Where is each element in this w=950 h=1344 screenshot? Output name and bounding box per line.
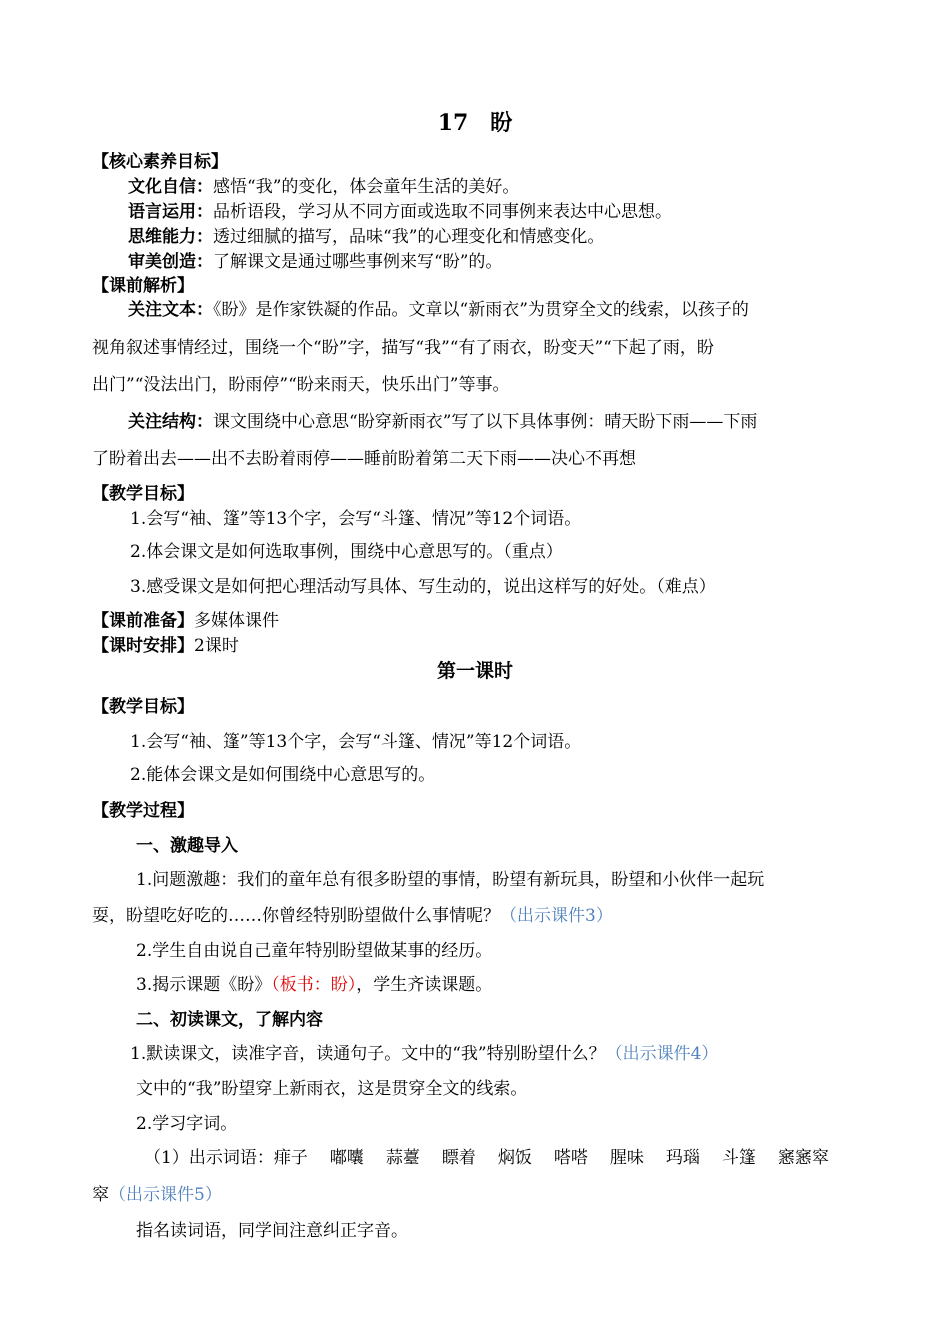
step1-p3-text-end: ，学生齐读课题。 (356, 975, 493, 995)
lesson-title: 17 盼 (437, 110, 513, 136)
core-goal-item (128, 251, 502, 273)
word-item: 嘟囔 (329, 1148, 364, 1168)
step1-p3-text: 3.揭示课题《盼》 (136, 975, 272, 995)
core-goal-text: 透过细腻的描写，品味“我”的心理变化和情感变化。 (213, 227, 605, 247)
word-item: 腥味 (609, 1148, 644, 1168)
analysis-p2-line (128, 411, 757, 433)
core-goal-text: 了解课文是通过哪些事例来写“盼”的。 (213, 252, 503, 272)
core-goal-item (128, 201, 672, 223)
lesson1-goals-heading: 【教学目标】 (92, 697, 194, 717)
lesson1-goal-item: 2.能体会课文是如何围绕中心意思写的。 (130, 765, 436, 785)
analysis-p2-line: 了盼着出去——出不去盼着雨停——睡前盼着第二天下雨——决心不再想 (92, 449, 636, 469)
step2-p2: 2.学习字词。 (136, 1114, 238, 1134)
step2-p1 (130, 1043, 718, 1065)
core-goals-heading: 【核心素养目标】 (92, 152, 228, 172)
analysis-p2-label: 关注结构： (128, 412, 213, 432)
word-item: 斗篷 (721, 1148, 756, 1168)
courseware-note: （出示课件5） (109, 1185, 222, 1205)
words-label: （1）出示词语： (144, 1148, 274, 1168)
board-note: （板书：盼） (271, 975, 357, 995)
step2-p4: 指名读词语，同学间注意纠正字音。 (136, 1221, 408, 1241)
courseware-note: （出示课件4） (605, 1044, 719, 1064)
schedule-heading: 【课时安排】 (92, 636, 194, 656)
step2-p1-text: 1.默读课文，读准字音，读通句子。文中的“我”特别盼望什么？ (130, 1044, 606, 1064)
step1-p3 (136, 974, 492, 996)
core-goal-text: 感悟“我”的变化，体会童年生活的美好。 (213, 177, 520, 197)
analysis-p2-text: 课文围绕中心意思“盼穿新雨衣”写了以下具体事例：晴天盼下雨——下雨 (213, 412, 758, 432)
analysis-p1-label: 关注文本： (128, 300, 213, 320)
prep-text: 多媒体课件 (194, 611, 279, 631)
word-continuation: 窣 (92, 1185, 109, 1205)
teaching-goals-heading: 【教学目标】 (92, 484, 194, 504)
word-item: 窸窸窣 (777, 1148, 829, 1168)
lesson1-title: 第一课时 (436, 660, 513, 682)
step1-heading: 一、激趣导入 (136, 836, 238, 856)
word-item: 瞟着 (441, 1148, 476, 1168)
prep-line (92, 610, 279, 632)
teaching-goal-item: 1.会写“袖、篷”等13个字，会写“斗篷、情况”等12个词语。 (130, 509, 582, 529)
word-item: 焖饭 (497, 1148, 532, 1168)
step2-p1-answer: 文中的“我”盼望穿上新雨衣，这是贯穿全文的线索。 (136, 1079, 528, 1099)
step2-heading: 二、初读课文，了解内容 (136, 1010, 323, 1030)
core-goal-item (128, 226, 604, 248)
schedule-text: 2课时 (194, 636, 239, 656)
process-heading: 【教学过程】 (92, 801, 194, 821)
teaching-goal-item: 2.体会课文是如何选取事例，围绕中心意思写的。（重点） (130, 542, 563, 562)
word-item: 玛瑙 (665, 1148, 700, 1168)
core-goal-label: 思维能力： (128, 227, 213, 247)
analysis-p1-line: 出门”“没法出门，盼雨停”“盼来雨天，快乐出门”等事。 (92, 375, 510, 395)
analysis-p1-text: 《盼》是作家铁凝的作品。文章以“新雨衣”为贯穿全文的线索，以孩子的 (213, 300, 749, 320)
teaching-goal-item: 3.感受课文是如何把心理活动写具体、写生动的，说出这样写的好处。（难点） (130, 577, 716, 597)
core-goal-label: 语言运用： (128, 202, 213, 222)
step1-p2: 2.学生自由说自己童年特别盼望做某事的经历。 (136, 941, 493, 961)
core-goal-label: 审美创造： (128, 252, 213, 272)
schedule-line (92, 635, 239, 657)
core-goal-item (128, 176, 519, 198)
core-goal-text: 品析语段，学习从不同方面或选取不同事例来表达中心思想。 (213, 202, 672, 222)
core-goal-label: 文化自信： (128, 177, 213, 197)
analysis-p1-line: 视角叙述事情经过，围绕一个“盼”字，描写“我”“有了雨衣，盼变天”“下起了雨，盼 (92, 338, 714, 358)
courseware-note: （出示课件3） (500, 906, 613, 926)
step1-p1-line1: 1.问题激趣：我们的童年总有很多盼望的事情，盼望有新玩具，盼望和小伙伴一起玩 (136, 870, 765, 890)
analysis-heading: 【课前解析】 (92, 276, 194, 296)
word-item: 嗒嗒 (553, 1148, 588, 1168)
step1-p1-line2 (92, 905, 613, 927)
prep-heading: 【课前准备】 (92, 611, 194, 631)
lesson1-goal-item: 1.会写“袖、篷”等13个字，会写“斗篷、情况”等12个词语。 (130, 732, 582, 752)
word-item: 痱子 (273, 1148, 308, 1168)
step2-words-cont (92, 1184, 222, 1206)
step2-words-line (144, 1147, 829, 1169)
word-item: 蒜薹 (385, 1148, 420, 1168)
analysis-p1-line (128, 299, 749, 321)
step1-p1-text: 耍，盼望吃好吃的……你曾经特别盼望做什么事情呢？ (92, 906, 500, 926)
